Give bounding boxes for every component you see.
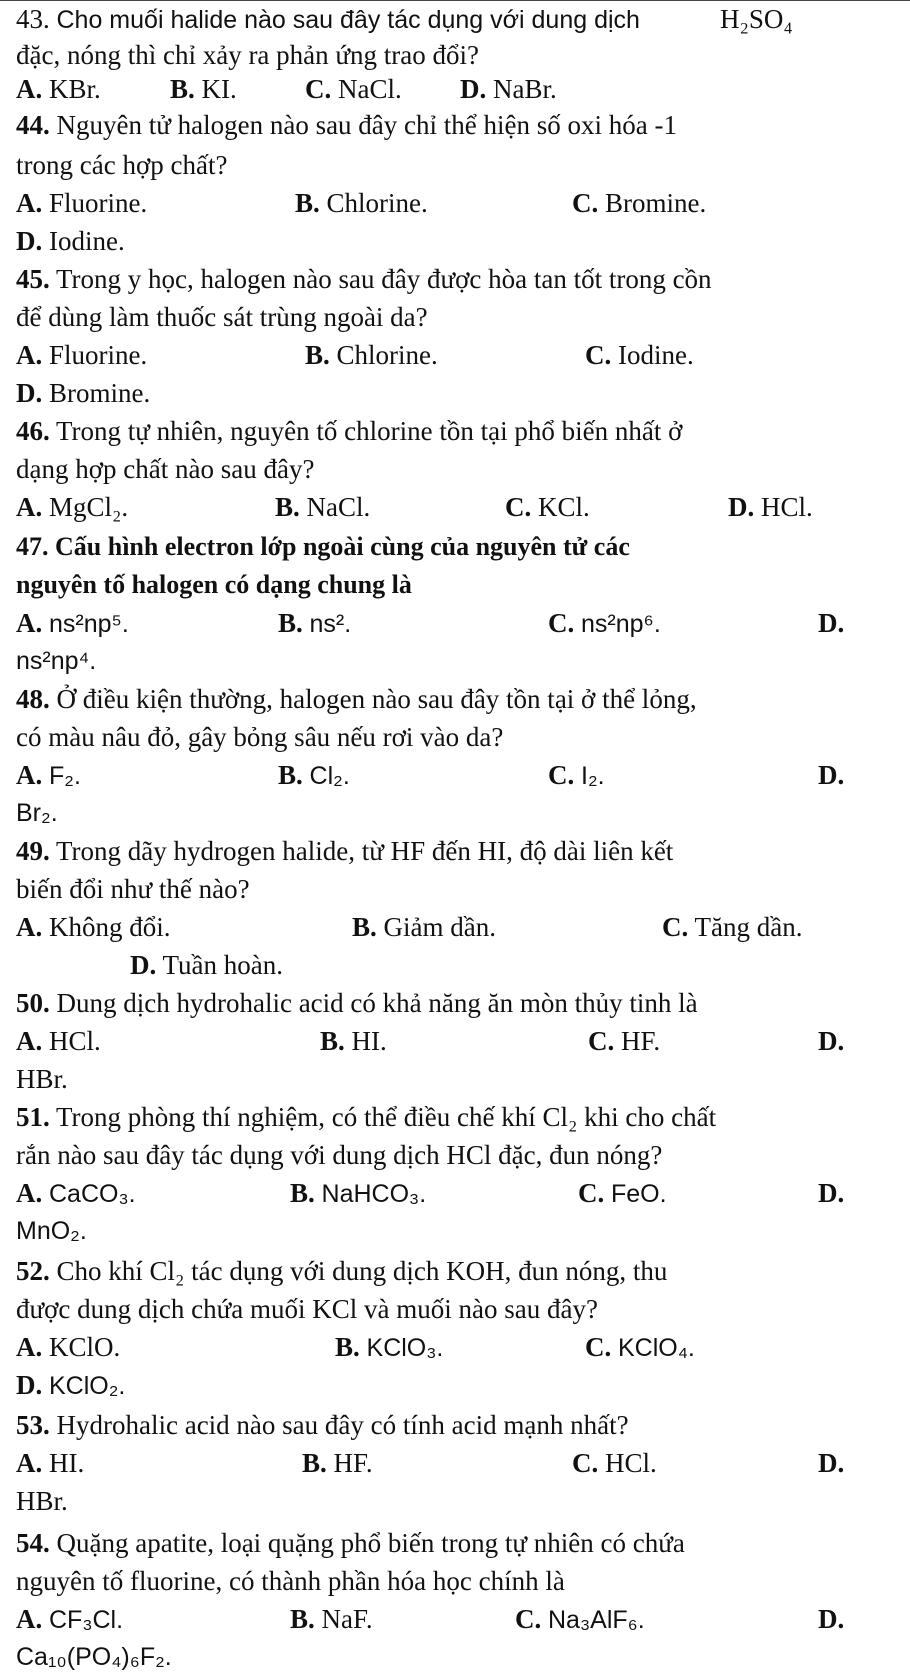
option-letter: D. [16,226,43,256]
option-text: Cl₂. [309,762,350,790]
question-number: 54. [16,1528,50,1558]
question-54-line-2: nguyên tố fluorine, có thành phần hóa học chính là [16,1566,565,1596]
option-letter: C. [588,1026,615,1056]
question-49-line-1 [16,834,673,868]
question-47-line-2: nguyên tố halogen có dạng chung là [16,570,412,599]
question-text: Ở điều kiện thường, halogen nào sau đây tồn tại ở thể lỏng, [56,684,697,714]
question-number: 45. [16,264,50,294]
option-letter: A. [16,760,43,790]
option-letter: B. [278,760,303,790]
option-text: HCl. [761,492,813,522]
option-text: HBr. [16,1486,68,1516]
option-text: MnO₂. [16,1217,87,1245]
question-text: Cấu hình electron lớp ngoài cùng của nguyên tử các [55,532,630,561]
option-letter: B. [275,492,300,522]
option-text: ns²np⁵. [49,610,129,638]
question-44-line-2: trong các hợp chất? [16,150,228,180]
option-letter: D. [818,1448,845,1478]
option-text: Tuần hoàn. [162,950,284,980]
option-letter: C. [548,760,575,790]
option-letter: D. [818,1604,845,1634]
option-text: ns²np⁴. [16,647,97,675]
question-45-line-1 [16,262,712,296]
option-text: KI. [201,74,237,104]
option-text: Tăng dần. [694,912,803,942]
option-letter: D. [16,1370,43,1400]
question-54-line-1 [16,1526,685,1560]
option-letter: D. [818,1178,845,1208]
option-text: Ca₁₀(PO₄)₆F₂. [16,1643,172,1671]
option-text: Iodine. [49,226,125,256]
option-letter: A. [16,608,43,638]
option-text: KClO₄. [618,1334,695,1362]
question-text: Trong dãy hydrogen halide, từ HF đến HI, độ dài liên kết [56,836,674,866]
option-text: I₂. [581,762,605,790]
option-letter: D. [818,608,845,638]
question-46-line-2: dạng hợp chất nào sau đây? [16,454,315,484]
question-number: 47. [16,532,49,561]
option-text: HI. [49,1448,85,1478]
option-text: CaCO₃. [49,1180,136,1208]
question-52-line-1 [16,1254,667,1288]
option-text: Iodine. [618,340,694,370]
top-divider [0,0,910,1]
option-letter: C. [572,188,599,218]
option-letter: A. [16,1178,43,1208]
option-text: NaBr. [493,74,557,104]
option-text: Giảm dần. [383,912,496,942]
question-43-line-2: đặc, nóng thì chỉ xảy ra phản ứng trao đổi? [16,40,479,70]
option-letter: A. [16,1026,43,1056]
option-letter: B. [290,1178,315,1208]
option-letter: A. [16,340,43,370]
option-letter: A. [16,1448,43,1478]
option-text: HF. [621,1026,661,1056]
option-text: FeO. [611,1180,667,1208]
question-text: Trong y học, halogen nào sau đây được hòa tan tốt trong cồn [56,264,712,294]
option-letter: A. [16,1604,43,1634]
option-text: Fluorine. [49,188,148,218]
question-number: 51. [16,1102,50,1132]
option-text: KCl. [538,492,590,522]
option-text: KClO. [49,1332,121,1362]
question-51-line-2: rắn nào sau đây tác dụng với dung dịch HCl đặc, đun nóng? [16,1140,663,1170]
option-text: Fluorine. [49,340,148,370]
option-text: F₂. [49,762,81,790]
question-52-line-2: được dung dịch chứa muối KCl và muối nào sau đây? [16,1294,598,1324]
option-letter: D. [130,950,157,980]
question-47-line-1 [16,530,630,564]
option-text: MgCl₂. [49,492,129,522]
question-51-line-1 [16,1100,716,1134]
option-letter: A. [16,492,43,522]
option-letter: B. [352,912,377,942]
option-text: HF. [333,1448,373,1478]
option-text: Chlorine. [326,188,428,218]
question-number: 53. [16,1410,50,1440]
question-46-line-1 [16,414,682,448]
option-letter: D. [818,760,845,790]
option-letter: D. [16,378,43,408]
option-letter: D. [460,74,487,104]
question-text: Quặng apatite, loại quặng phổ biến trong tự nhiên có chứa [56,1528,685,1558]
option-letter: A. [16,1332,43,1362]
option-letter: C. [305,74,332,104]
option-letter: B. [305,340,330,370]
option-text: NaHCO₃. [321,1180,427,1208]
question-43-line-1 [16,2,640,37]
option-text: NaCl. [338,74,402,104]
question-48-line-2: có màu nâu đỏ, gây bỏng sâu nếu rơi vào da? [16,722,504,752]
option-text: Bromine. [605,188,707,218]
question-text: Dung dịch hydrohalic acid có khả năng ăn mòn thủy tinh là [56,988,698,1018]
question-44-line-1 [16,108,677,142]
question-53-line-1 [16,1408,629,1442]
question-text: Cho khí Cl₂ tác dụng với dung dịch KOH, đun nóng, thu [56,1256,668,1286]
question-45-line-2: để dùng làm thuốc sát trùng ngoài da? [16,302,428,332]
option-text: Na₃AlF₆. [548,1606,645,1634]
question-number: 46. [16,416,50,446]
option-letter: B. [302,1448,327,1478]
option-text: Bromine. [49,378,151,408]
option-text: HI. [351,1026,387,1056]
question-text: Nguyên tử halogen nào sau đây chỉ thể hiện số oxi hóa -1 [56,110,677,140]
option-letter: A. [16,74,43,104]
option-text: Chlorine. [336,340,438,370]
option-letter: B. [278,608,303,638]
question-49-line-2: biến đổi như thế nào? [16,874,250,904]
question-43-formula: H₂SO₄ [720,4,793,34]
question-number: 48. [16,684,50,714]
option-letter: A. [16,188,43,218]
option-letter: C. [515,1604,542,1634]
option-letter: B. [320,1026,345,1056]
option-letter: C. [585,1332,612,1362]
option-letter: B. [290,1604,315,1634]
option-letter: C. [548,608,575,638]
option-letter: D. [818,1026,845,1056]
option-text: ns². [309,610,352,638]
question-text: Cho muối halide nào sau đây tác dụng với dung dịch [56,6,640,34]
option-letter: B. [295,188,320,218]
option-text: HBr. [16,1064,68,1094]
option-text: NaCl. [306,492,371,522]
option-letter: C. [572,1448,599,1478]
option-letter: D. [728,492,755,522]
question-number: 50. [16,988,50,1018]
question-48-line-1 [16,682,697,716]
option-text: CF₃Cl. [49,1606,124,1634]
option-letter: C. [505,492,532,522]
option-text: KBr. [49,74,101,104]
option-letter: B. [335,1332,360,1362]
question-text: Trong tự nhiên, nguyên tố chlorine tồn tại phổ biến nhất ở [56,416,683,446]
option-text: HCl. [49,1026,101,1056]
option-text: KClO₂. [49,1372,126,1400]
option-text: Br₂. [16,799,58,827]
question-text: Hydrohalic acid nào sau đây có tính acid mạnh nhất? [56,1410,629,1440]
option-text: NaF. [321,1604,373,1634]
option-letter: C. [578,1178,605,1208]
option-text: ns²np⁶. [581,610,661,638]
option-text: Không đổi. [49,912,171,942]
question-number: 44. [16,110,50,140]
question-50-line-1 [16,986,698,1020]
option-letter: B. [170,74,195,104]
option-text: HCl. [605,1448,657,1478]
option-text: KClO₃. [366,1334,444,1362]
option-letter: A. [16,912,43,942]
question-number: 43. [16,4,50,34]
question-number: 49. [16,836,50,866]
option-letter: C. [585,340,612,370]
question-text: Trong phòng thí nghiệm, có thể điều chế khí Cl₂ khi cho chất [56,1102,717,1132]
option-letter: C. [662,912,689,942]
question-number: 52. [16,1256,50,1286]
